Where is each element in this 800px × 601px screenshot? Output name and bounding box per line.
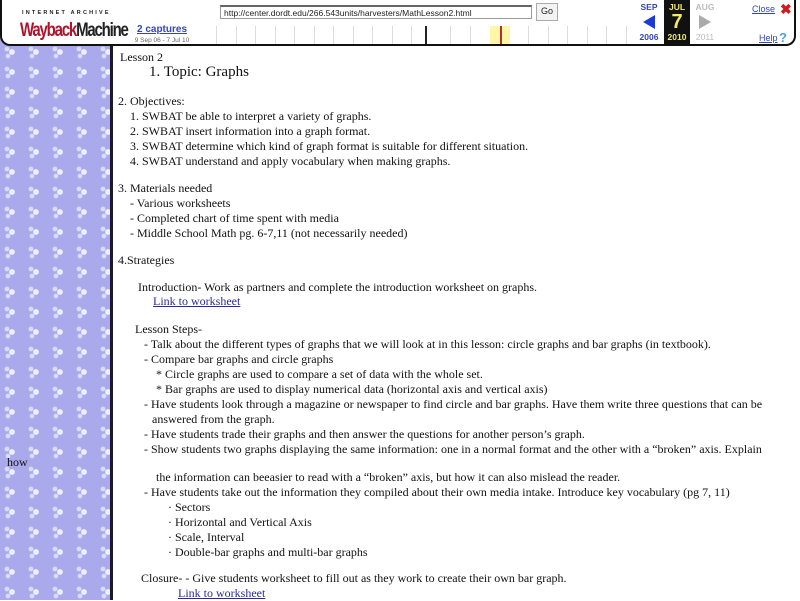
wayback-logo[interactable] bbox=[12, 6, 128, 42]
vocab-item: · Double-bar graphs and multi-bar graphs bbox=[168, 545, 368, 559]
sidebar-divider bbox=[110, 0, 113, 600]
next-capture: AUG 2011 bbox=[695, 2, 715, 42]
step-item-continued: the information can beeasier to read with a “broken” axis, but how it can also mislead the reader. bbox=[156, 470, 621, 484]
close-icon[interactable]: ✖ bbox=[780, 1, 792, 17]
step-subitem: * Bar graphs are used to display numerical data (horizontal axis and vertical axis) bbox=[156, 382, 548, 396]
capture-timeline[interactable] bbox=[214, 24, 634, 44]
step-item: - Compare bar graphs and circle graphs bbox=[144, 352, 334, 366]
right-arrow-icon bbox=[699, 15, 711, 29]
go-button[interactable]: Go bbox=[536, 3, 558, 21]
captures-info bbox=[112, 24, 212, 44]
left-arrow-icon[interactable] bbox=[643, 15, 655, 29]
step-item-continued: answered from the graph. bbox=[152, 412, 275, 426]
strategies-heading: 4.Strategies bbox=[118, 253, 175, 267]
patterned-sidebar bbox=[0, 0, 110, 600]
step-subitem: * Circle graphs are used to compare a set of data with the whole set. bbox=[156, 367, 483, 381]
captures-link[interactable]: 2 captures bbox=[136, 24, 188, 35]
sidebar-stray-text: how bbox=[7, 455, 28, 469]
wayback-toolbar bbox=[0, 0, 796, 46]
material-item: - Completed chart of time spent with media bbox=[130, 211, 339, 225]
step-item: - Talk about the different types of graphs that we will look at in this lesson: circle graphs and bar graphs (in textbook). bbox=[144, 337, 711, 351]
lesson-steps-heading: Lesson Steps- bbox=[135, 322, 202, 336]
objective-item: 4. SWBAT understand and apply vocabulary when making graphs. bbox=[130, 154, 451, 168]
url-input[interactable]: http://center.dordt.edu/266.543units/harvesters/MathLesson2.html bbox=[220, 5, 532, 19]
step-item: - Show students two graphs displaying the same information: one in a normal format and the other with a “broken” axis. Explain bbox=[144, 442, 762, 456]
prev-capture[interactable]: SEP 2006 bbox=[639, 2, 659, 42]
lesson-title: Lesson 2 bbox=[120, 50, 163, 64]
step-item: - Have students look through a magazine or newspaper to find circle and bar graphs. Have them write three questions that can be bbox=[144, 397, 763, 411]
vocab-item: · Scale, Interval bbox=[168, 530, 245, 544]
material-item: - Middle School Math pg. 6-7,11 (not necessarily needed) bbox=[130, 226, 408, 240]
objective-item: 2. SWBAT insert information into a graph format. bbox=[130, 124, 371, 138]
closure-worksheet-link[interactable]: Link to worksheet bbox=[178, 586, 266, 600]
step-item: - Have students take out the information they compiled about their own media intake. Introduce key vocabulary (pg 7, 11) bbox=[144, 485, 730, 499]
vocab-item: · Sectors bbox=[168, 500, 211, 514]
close-link[interactable]: Close bbox=[752, 4, 776, 14]
materials-heading: 3. Materials needed bbox=[118, 181, 213, 195]
intro-worksheet-link[interactable]: Link to worksheet bbox=[153, 294, 241, 308]
objectives-heading: 2. Objectives: bbox=[118, 94, 185, 108]
current-capture-mark[interactable] bbox=[500, 26, 502, 44]
captures-range: 9 Sep 06 - 7 Jul 10 bbox=[134, 37, 190, 44]
objective-item: 3. SWBAT determine which kind of graph format is suitable for different situation. bbox=[130, 139, 529, 153]
closure-text: Closure- - Give students worksheet to fill out as they work to create their own bar graph. bbox=[141, 571, 567, 585]
objective-item: 1. SWBAT be able to interpret a variety of graphs. bbox=[130, 109, 372, 123]
logo-internet-archive: INTERNET ARCHIVE bbox=[22, 10, 111, 16]
help-link[interactable]: Help bbox=[759, 33, 778, 43]
help-icon[interactable]: ? bbox=[779, 30, 787, 45]
step-item: - Have students trade their graphs and then answer the questions for another person’s graph. bbox=[144, 427, 585, 441]
selected-date: JUL 7 2010 bbox=[664, 0, 690, 46]
topic-heading: 1. Topic: Graphs bbox=[149, 64, 249, 80]
introduction-text: Introduction- Work as partners and complete the introduction worksheet on graphs. bbox=[138, 280, 538, 294]
capture-mark[interactable] bbox=[425, 26, 427, 44]
vocab-item: · Horizontal and Vertical Axis bbox=[168, 515, 312, 529]
material-item: - Various worksheets bbox=[130, 196, 231, 210]
logo-wayback-machine: WaybackMachine bbox=[20, 19, 128, 42]
